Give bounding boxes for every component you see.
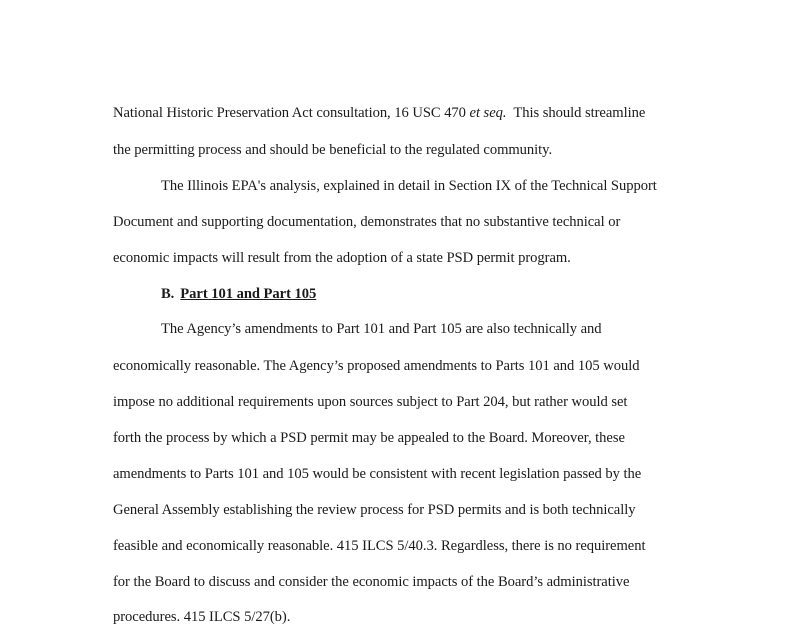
text-line: the permitting process and should be beneficial to the regulated community. [113,142,553,158]
text-line: economically reasonable. The Agency’s proposed amendments to Parts 101 and 105 would [113,358,640,374]
italic-text: et seq. [469,105,507,121]
text-line: impose no additional requirements upon sources subject to Part 204, but rather would set [113,394,628,410]
text-line: General Assembly establishing the review process for PSD permits and is both technically [113,502,636,518]
text-span: National Historic Preservation Act consultation, 16 USC 470 [113,105,470,121]
section-letter: B. [161,286,175,302]
text-line [113,104,645,122]
text-line: forth the process by which a PSD permit may be appealed to the Board. Moreover, these [113,430,625,446]
text-line: The Agency’s amendments to Part 101 and Part 105 are also technically and [161,321,602,337]
section-title: Part 101 and Part 105 [180,286,317,302]
section-heading [161,285,316,303]
text-line: economic impacts will result from the adoption of a state PSD permit program. [113,250,571,266]
text-line: feasible and economically reasonable. 415 ILCS 5/40.3. Regardless, there is no requirement [113,538,646,554]
text-line: for the Board to discuss and consider the economic impacts of the Board’s administrative [113,574,630,590]
text-line: The Illinois EPA's analysis, explained in detail in Section IX of the Technical Support [161,178,657,194]
text-line: amendments to Parts 101 and 105 would be consistent with recent legislation passed by the [113,466,642,482]
text-span: This should streamline [506,105,646,121]
text-line: Document and supporting documentation, demonstrates that no substantive technical or [113,214,621,230]
text-line: procedures. 415 ILCS 5/27(b). [113,609,291,625]
